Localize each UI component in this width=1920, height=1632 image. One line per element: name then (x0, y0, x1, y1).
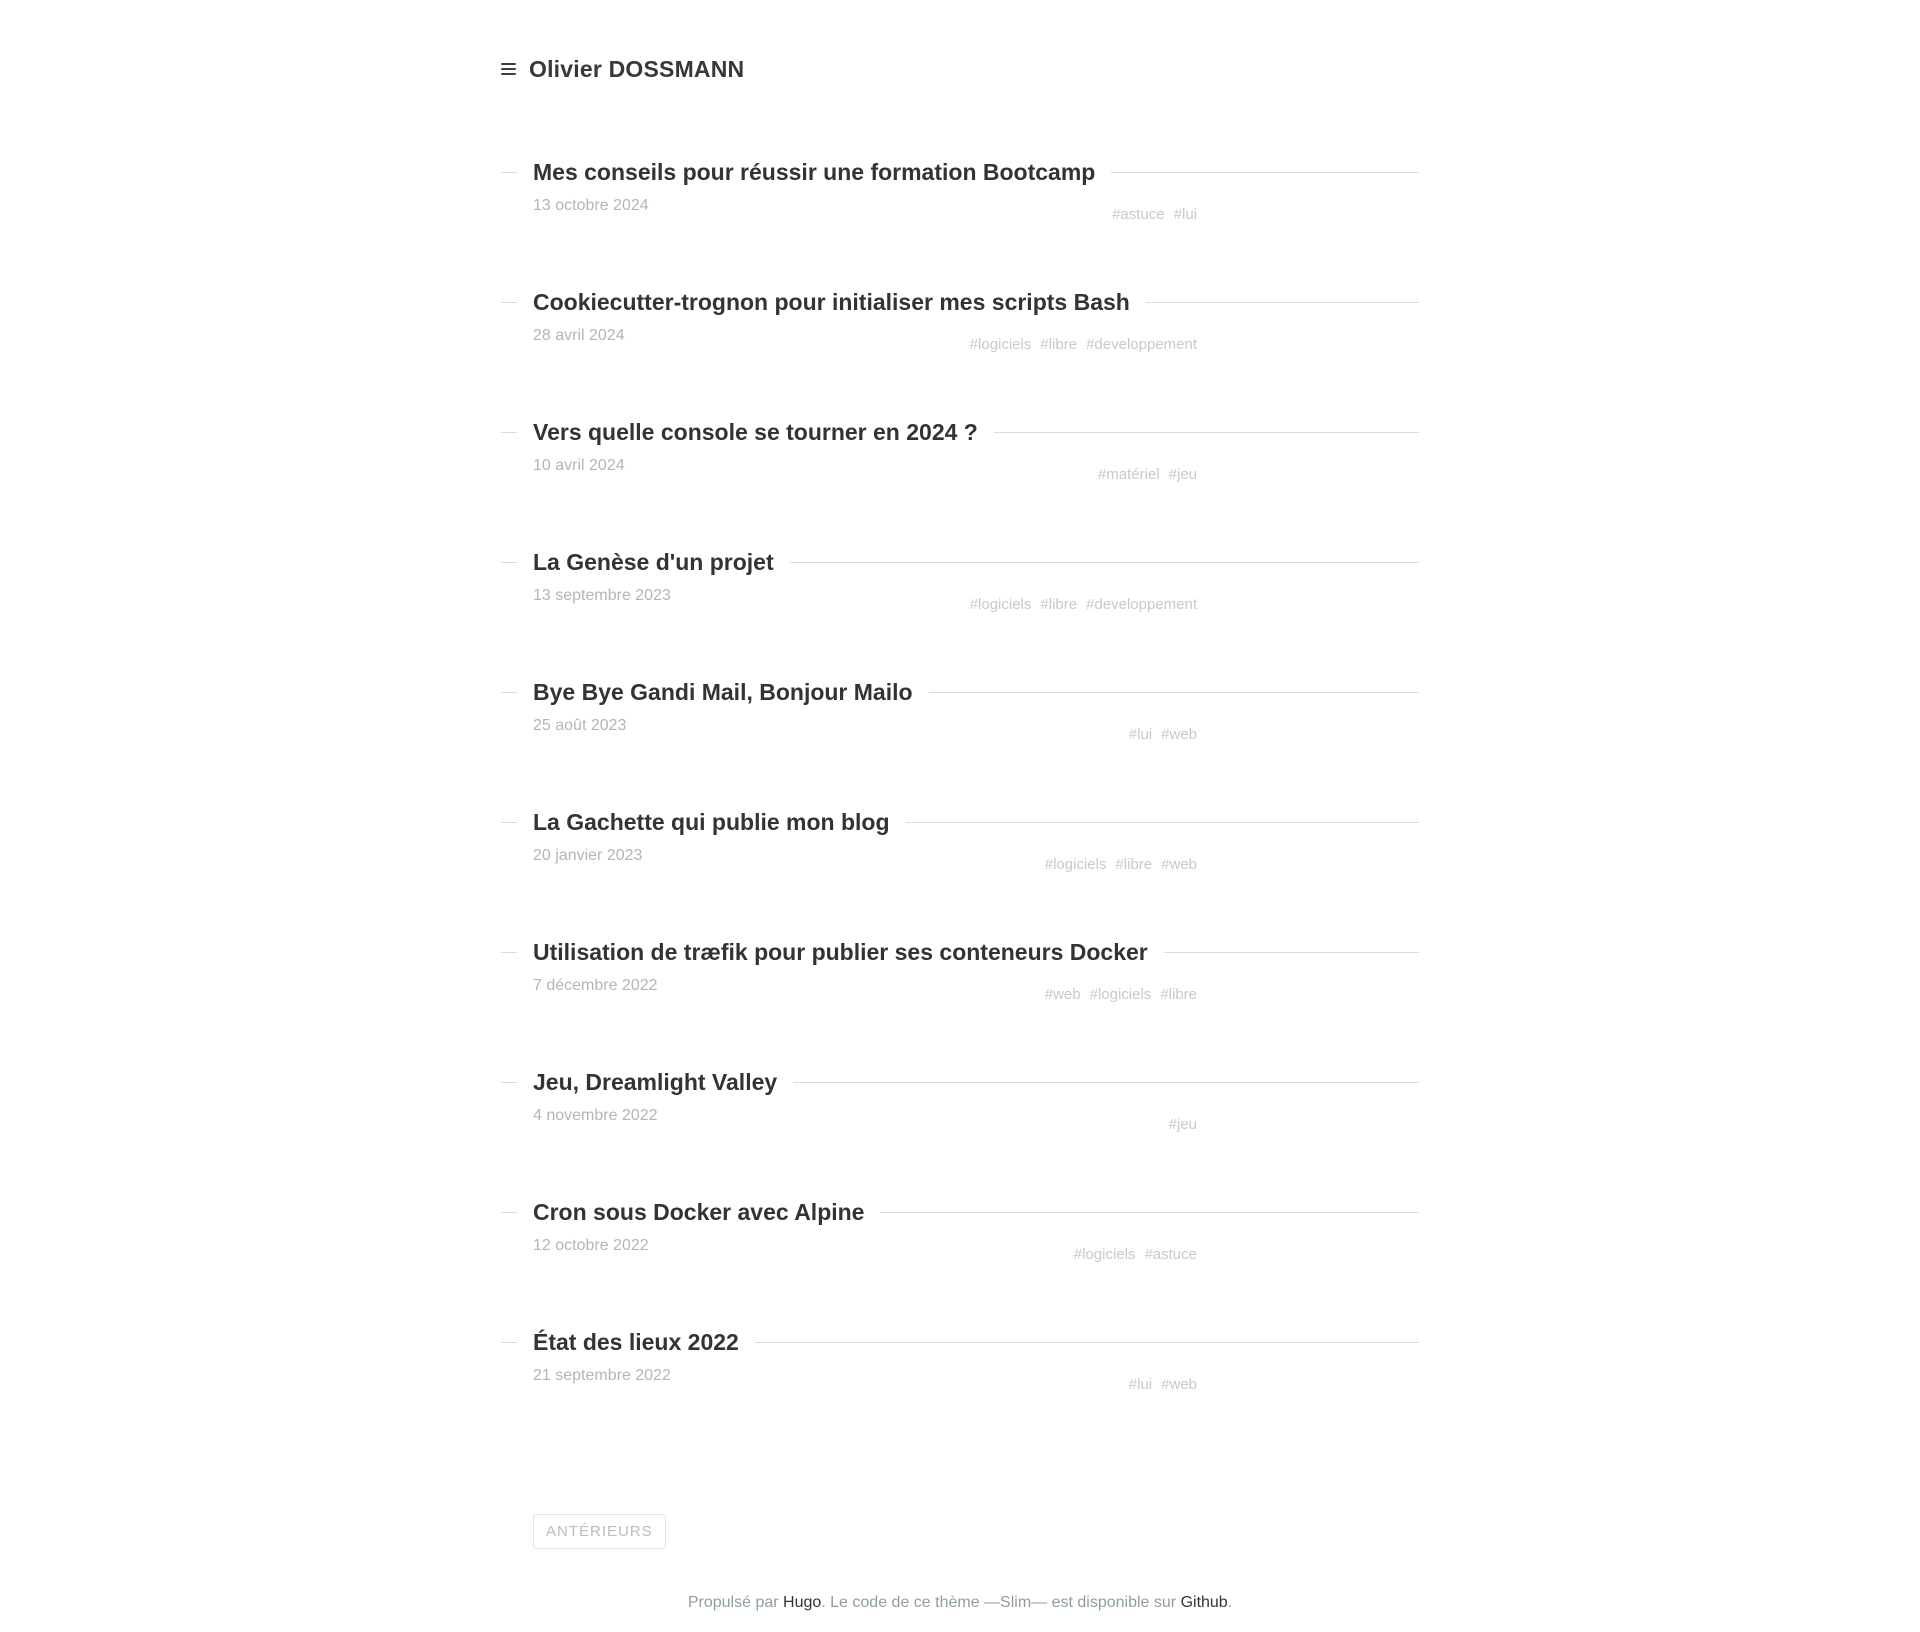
post-meta (533, 1365, 1197, 1395)
tag-link[interactable]: #astuce (1144, 1246, 1197, 1263)
post-date: 21 septembre 2022 (533, 1367, 671, 1384)
post-tags (970, 335, 1197, 355)
post-item (501, 807, 1419, 937)
post-meta (533, 975, 1197, 1005)
post-tags (1129, 1375, 1197, 1395)
tag-link[interactable]: #matériel (1097, 466, 1160, 483)
post-item (501, 1327, 1419, 1457)
site-title-link[interactable]: Olivier DOSSMANN (529, 56, 745, 82)
post-title-row (501, 677, 1419, 707)
post-tags (970, 595, 1197, 615)
post-item (501, 417, 1419, 547)
tag-link[interactable]: #web (1161, 1376, 1197, 1393)
post-date: 20 janvier 2023 (533, 847, 643, 864)
post-item (501, 287, 1419, 417)
post-item (501, 677, 1419, 807)
post-item (501, 157, 1419, 287)
post-meta (533, 1235, 1197, 1265)
tag-link[interactable]: #logiciels (1073, 1246, 1136, 1263)
hamburger-bar (501, 68, 516, 70)
post-title-link[interactable]: La Gachette qui publie mon blog (533, 809, 890, 835)
post-meta (533, 715, 1197, 745)
github-link[interactable]: Github (1180, 1594, 1228, 1611)
post-item (501, 1067, 1419, 1197)
post-title-link[interactable]: Jeu, Dreamlight Valley (533, 1069, 778, 1095)
post-title-link[interactable]: Utilisation de træfik pour publier ses conteneurs Docker (533, 939, 1148, 965)
post-date: 7 décembre 2022 (533, 977, 658, 994)
post-meta (533, 455, 1197, 485)
tag-link[interactable]: #jeu (1168, 466, 1197, 483)
hamburger-bar (501, 63, 516, 65)
tag-link[interactable]: #lui (1173, 206, 1197, 223)
post-meta (533, 585, 1197, 615)
post-date: 25 août 2023 (533, 717, 627, 734)
post-title-link[interactable]: Cookiecutter-trognon pour initialiser mes scripts Bash (533, 289, 1130, 315)
post-meta (533, 1105, 1197, 1135)
footer-text: . (1227, 1594, 1233, 1611)
tag-link[interactable]: #lui (1128, 726, 1153, 743)
hamburger-bar (501, 73, 516, 75)
post-title-row (501, 937, 1419, 967)
post-date: 13 octobre 2024 (533, 197, 649, 214)
post-meta (533, 845, 1197, 875)
post-title-link[interactable]: Cron sous Docker avec Alpine (533, 1199, 865, 1225)
tag-link[interactable]: #libre (1160, 986, 1197, 1003)
hugo-link[interactable]: Hugo (783, 1594, 822, 1611)
tag-link[interactable]: #developpement (1086, 336, 1197, 353)
tag-link[interactable]: #astuce (1112, 206, 1165, 223)
tag-link[interactable]: #jeu (1168, 1116, 1197, 1133)
post-item (501, 937, 1419, 1067)
tag-link[interactable]: #libre (1040, 596, 1078, 613)
tag-link[interactable]: #developpement (1086, 596, 1197, 613)
post-date: 10 avril 2024 (533, 457, 625, 474)
tag-link[interactable]: #web (1044, 986, 1081, 1003)
site-header (501, 54, 1419, 84)
tag-link[interactable]: #lui (1128, 1376, 1153, 1393)
post-title-row (501, 1197, 1419, 1227)
post-title-link[interactable]: La Genèse d'un projet (533, 549, 774, 575)
post-title-row (501, 157, 1419, 187)
footer-text: . Le code de ce thème —Slim— est disponible sur (821, 1594, 1181, 1611)
post-item (501, 547, 1419, 677)
post-date: 12 octobre 2022 (533, 1237, 649, 1254)
post-tags (1098, 465, 1197, 485)
post-item (501, 1197, 1419, 1327)
older-posts-button[interactable]: ANTÉRIEURS (533, 1514, 666, 1549)
post-tags (1112, 205, 1197, 225)
tag-link[interactable]: #logiciels (1089, 986, 1152, 1003)
post-tags (1045, 985, 1197, 1005)
tag-link[interactable]: #libre (1040, 336, 1078, 353)
post-tags (1129, 725, 1197, 745)
post-tags (1074, 1245, 1197, 1265)
post-meta (533, 325, 1197, 355)
pagination (533, 1457, 1419, 1549)
post-title-link[interactable]: Bye Bye Gandi Mail, Bonjour Mailo (533, 679, 913, 705)
post-title-row (501, 287, 1419, 317)
tag-link[interactable]: #logiciels (969, 596, 1032, 613)
post-tags (1045, 855, 1197, 875)
footer-text: Propulsé par (687, 1594, 784, 1611)
post-date: 28 avril 2024 (533, 327, 625, 344)
tag-link[interactable]: #logiciels (1044, 856, 1107, 873)
site-footer (0, 1549, 1920, 1626)
post-title-row (501, 1067, 1419, 1097)
post-title-link[interactable]: Vers quelle console se tourner en 2024 ? (533, 419, 978, 445)
post-title-link[interactable]: Mes conseils pour réussir une formation Bootcamp (533, 159, 1096, 185)
post-date: 4 novembre 2022 (533, 1107, 658, 1124)
post-title-link[interactable]: État des lieux 2022 (533, 1329, 739, 1355)
hamburger-menu-icon[interactable] (501, 61, 516, 77)
tag-link[interactable]: #web (1161, 726, 1197, 743)
tag-link[interactable]: #logiciels (969, 336, 1032, 353)
post-title-row (501, 547, 1419, 577)
post-meta (533, 195, 1197, 225)
tag-link[interactable]: #web (1161, 856, 1197, 873)
post-title-row (501, 417, 1419, 447)
post-list (501, 157, 1419, 1457)
post-title-row (501, 807, 1419, 837)
post-date: 13 septembre 2023 (533, 587, 671, 604)
post-title-row (501, 1327, 1419, 1357)
content-column (501, 0, 1419, 1549)
post-tags (1169, 1115, 1197, 1135)
tag-link[interactable]: #libre (1115, 856, 1153, 873)
